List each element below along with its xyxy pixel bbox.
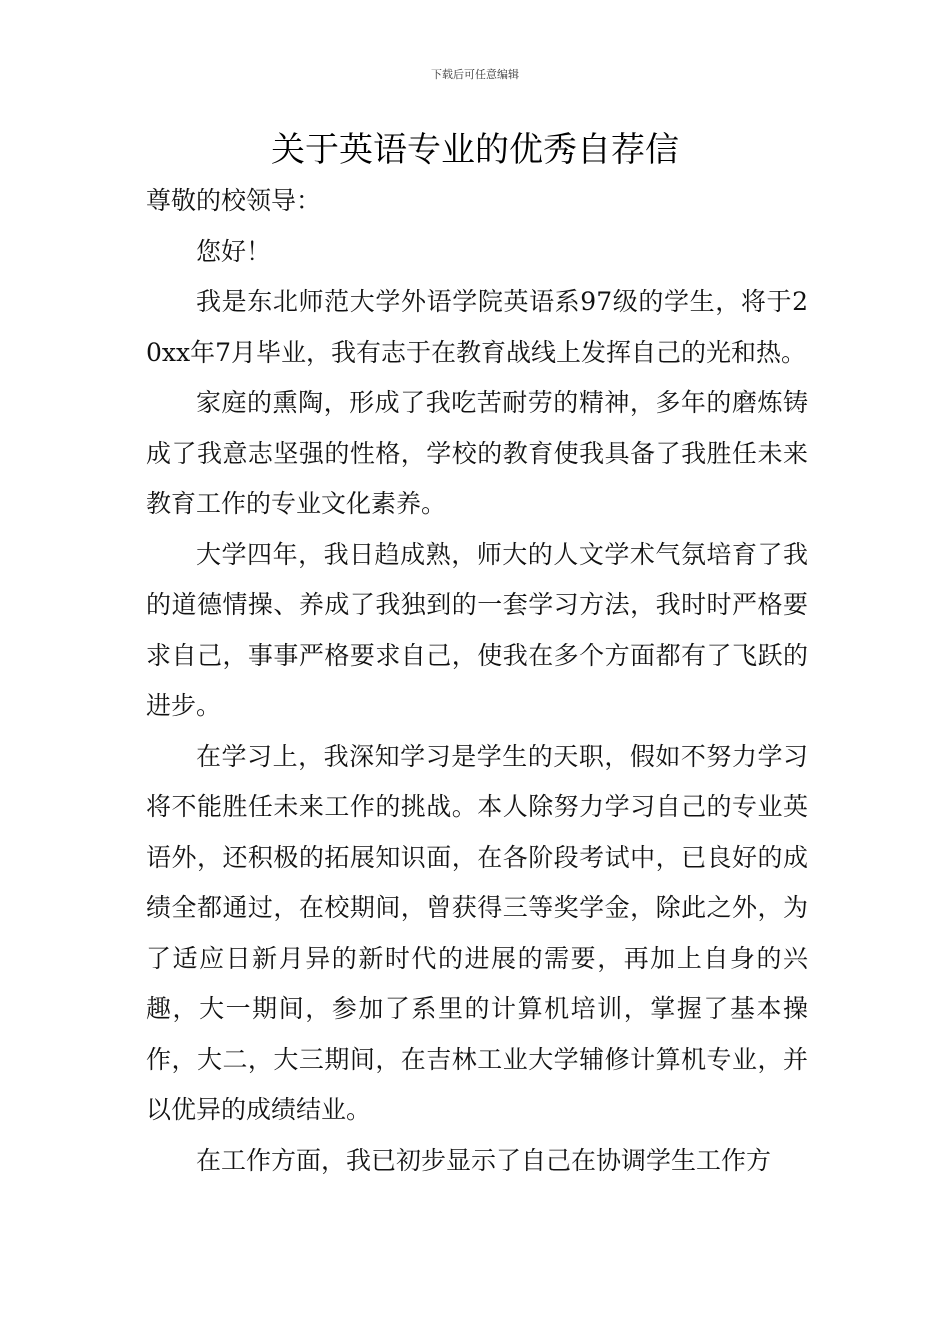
salutation: 尊敬的校领导： (146, 186, 322, 215)
paragraph-introduction: 我是东北师范大学外语学院英语系97级的学生，将于20xx年7月毕业，我有志于在教育战线上发挥自己的光和热。 (146, 287, 808, 367)
paragraph-study: 在学习上，我深知学习是学生的天职，假如不努力学习将不能胜任未来工作的挑战。本人除努力学习自己的专业英语外，还积极的拓展知识面，在各阶段考试中，已良好的成绩全都通过，在校期间，曾获得三等奖学金，除此之外，为了适应日新月异的新时代的进展的需要，再加上自身的兴趣，大一期间，参加了系里的计算机培训，掌握了基本操作，大二，大三期间，在吉林工业大学辅修计算机专业，并以优异的成绩结业。 (146, 741, 808, 1124)
header-note: 下载后可任意编辑 (431, 68, 519, 81)
letter-body (146, 176, 808, 1186)
paragraph-work: 在工作方面，我已初步显示了自己在协调学生工作方 (196, 1145, 772, 1175)
document-title: 关于英语专业的优秀自荐信 (271, 130, 679, 170)
paragraph-upbringing: 家庭的熏陶，形成了我吃苦耐劳的精神，多年的磨炼铸成了我意志坚强的性格，学校的教育使我具备了我胜任未来教育工作的专业文化素养。 (146, 388, 808, 518)
paragraph-university: 大学四年，我日趋成熟，师大的人文学术气氛培育了我的道德情操、养成了我独到的一套学习方法，我时时严格要求自己，事事严格要求自己，使我在多个方面都有了飞跃的进步。 (146, 539, 808, 720)
paragraph-greeting: 您好！ (196, 236, 272, 266)
